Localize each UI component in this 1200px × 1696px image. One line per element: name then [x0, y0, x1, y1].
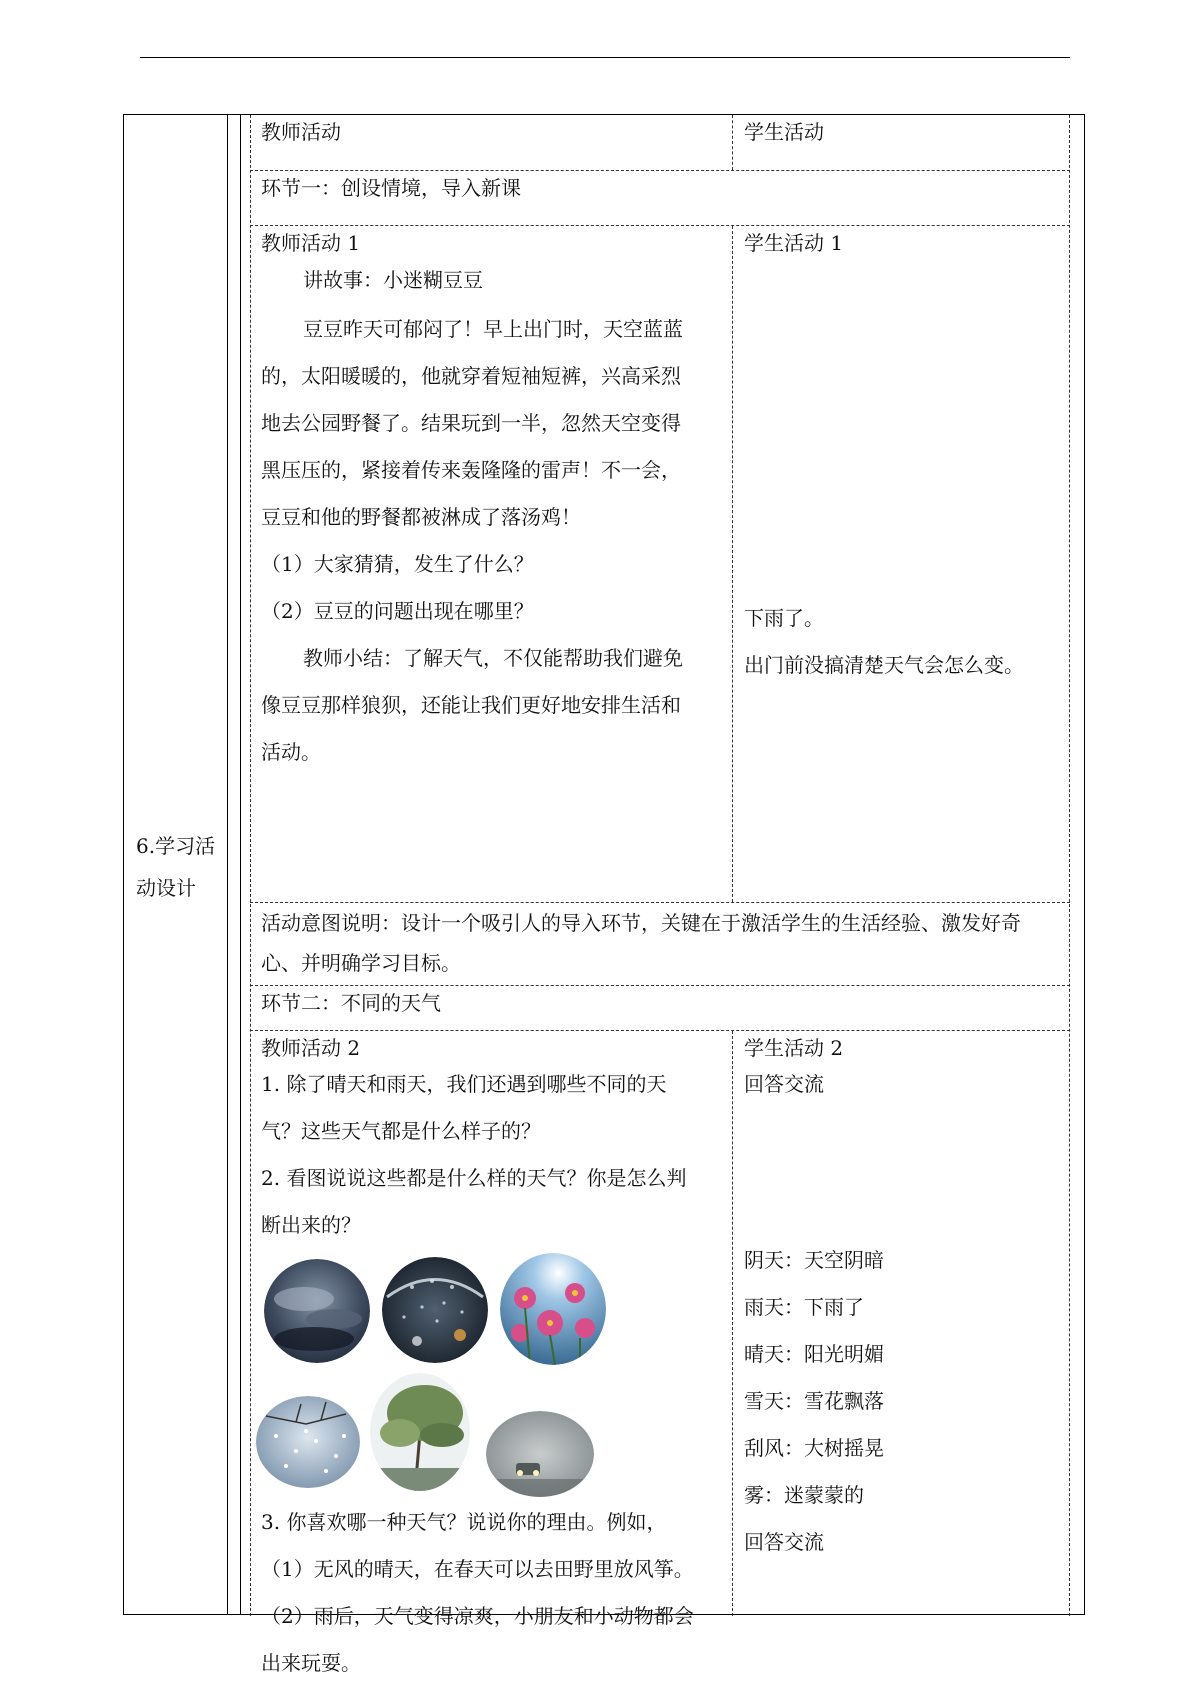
answer-line: 回答交流 — [744, 1530, 824, 1554]
answer-line: 晴天：阳光明媚 — [744, 1342, 884, 1366]
story-line: 地去公园野餐了。结果玩到一半，忽然天空变得 — [261, 411, 681, 435]
column-divider — [227, 115, 228, 1614]
intent-row — [250, 903, 1070, 986]
snowy-picture — [256, 1396, 360, 1488]
intent-line: 心、并明确学习目标。 — [261, 951, 461, 975]
teacher-activity-2 — [250, 1031, 733, 1675]
story-title: 讲故事：小迷糊豆豆 — [303, 268, 483, 292]
story-line: 黑压压的，紧接着传来轰隆隆的雷声！不一会， — [261, 458, 681, 482]
answer-line: 刮风：大树摇晃 — [744, 1436, 884, 1460]
answer-line: 雾：迷蒙蒙的 — [744, 1483, 864, 1507]
story-line: 的，太阳暖暖的，他就穿着短袖短裤，兴高采烈 — [261, 364, 681, 388]
stage2-title-row — [250, 986, 1070, 1031]
answer-line: 雪天：雪花飘落 — [744, 1389, 884, 1413]
header-row — [250, 115, 1070, 171]
answer-line: 阴天：天空阴暗 — [744, 1248, 884, 1272]
answer-2: 出门前没搞清楚天气会怎么变。 — [744, 653, 1024, 677]
story-line: 豆豆和他的野餐都被淋成了落汤鸡！ — [261, 505, 581, 529]
question-line: 气？这些天气都是什么样子的？ — [261, 1119, 541, 1143]
intent-line: 活动意图说明：设计一个吸引人的导入环节，关键在于激活学生的生活经验、激发好奇 — [261, 911, 1021, 935]
lesson-table — [123, 114, 1085, 1675]
answer-line: 回答交流 — [744, 1072, 824, 1096]
teacher-activity-1-title: 教师活动 1 — [261, 231, 361, 255]
student-header: 学生活动 — [744, 120, 824, 144]
question-line: （2）雨后，天气变得凉爽，小朋友和小动物都会 — [261, 1604, 694, 1628]
story-line: 豆豆昨天可郁闷了！早上出门时，天空蓝蓝 — [303, 317, 683, 341]
question-line: 断出来的？ — [261, 1213, 361, 1237]
summary-line: 像豆豆那样狼狈，还能让我们更好地安排生活和 — [261, 693, 681, 717]
stage2-content-row — [250, 1031, 1070, 1675]
answer-line: 雨天：下雨了 — [744, 1295, 864, 1319]
teacher-activity-1 — [250, 226, 733, 902]
section-label: 6.学习活动设计 — [136, 834, 216, 900]
teacher-activity-2-title: 教师活动 2 — [261, 1036, 361, 1060]
activity-grid — [250, 115, 1070, 1675]
stage2-title: 环节二：不同的天气 — [261, 991, 441, 1015]
question-line: 3. 你喜欢哪一种天气？说说你的理由。例如， — [261, 1510, 667, 1534]
summary-line: 活动。 — [261, 740, 321, 764]
cloudy-picture — [264, 1259, 370, 1363]
student-activity-1-title: 学生活动 1 — [744, 231, 844, 255]
stage1-title-row — [250, 171, 1070, 226]
question-1: （1）大家猜猜，发生了什么？ — [261, 552, 534, 576]
header-rule — [140, 57, 1070, 58]
windy-picture — [370, 1373, 470, 1491]
question-line: （1）无风的晴天，在春天可以去田野里放风筝。 — [261, 1557, 694, 1581]
question-line: 2. 看图说说这些都是什么样的天气？你是怎么判 — [261, 1166, 687, 1190]
question-line: 出来玩耍。 — [261, 1651, 361, 1675]
stage1-content-row — [250, 226, 1070, 903]
sunny-picture — [500, 1253, 606, 1365]
student-activity-2-title: 学生活动 2 — [744, 1036, 844, 1060]
column-divider — [240, 115, 241, 1614]
foggy-picture — [486, 1411, 594, 1497]
stage1-title: 环节一：创设情境，导入新课 — [261, 176, 521, 200]
student-activity-2 — [733, 1031, 1070, 1616]
teacher-header: 教师活动 — [261, 120, 341, 144]
question-line: 1. 除了晴天和雨天，我们还遇到哪些不同的天 — [261, 1072, 667, 1096]
rainy-picture — [382, 1257, 488, 1363]
student-activity-1 — [733, 226, 1070, 902]
answer-1: 下雨了。 — [744, 606, 824, 630]
question-2: （2）豆豆的问题出现在哪里？ — [261, 599, 534, 623]
summary-line: 教师小结：了解天气，不仅能帮助我们避免 — [303, 646, 683, 670]
